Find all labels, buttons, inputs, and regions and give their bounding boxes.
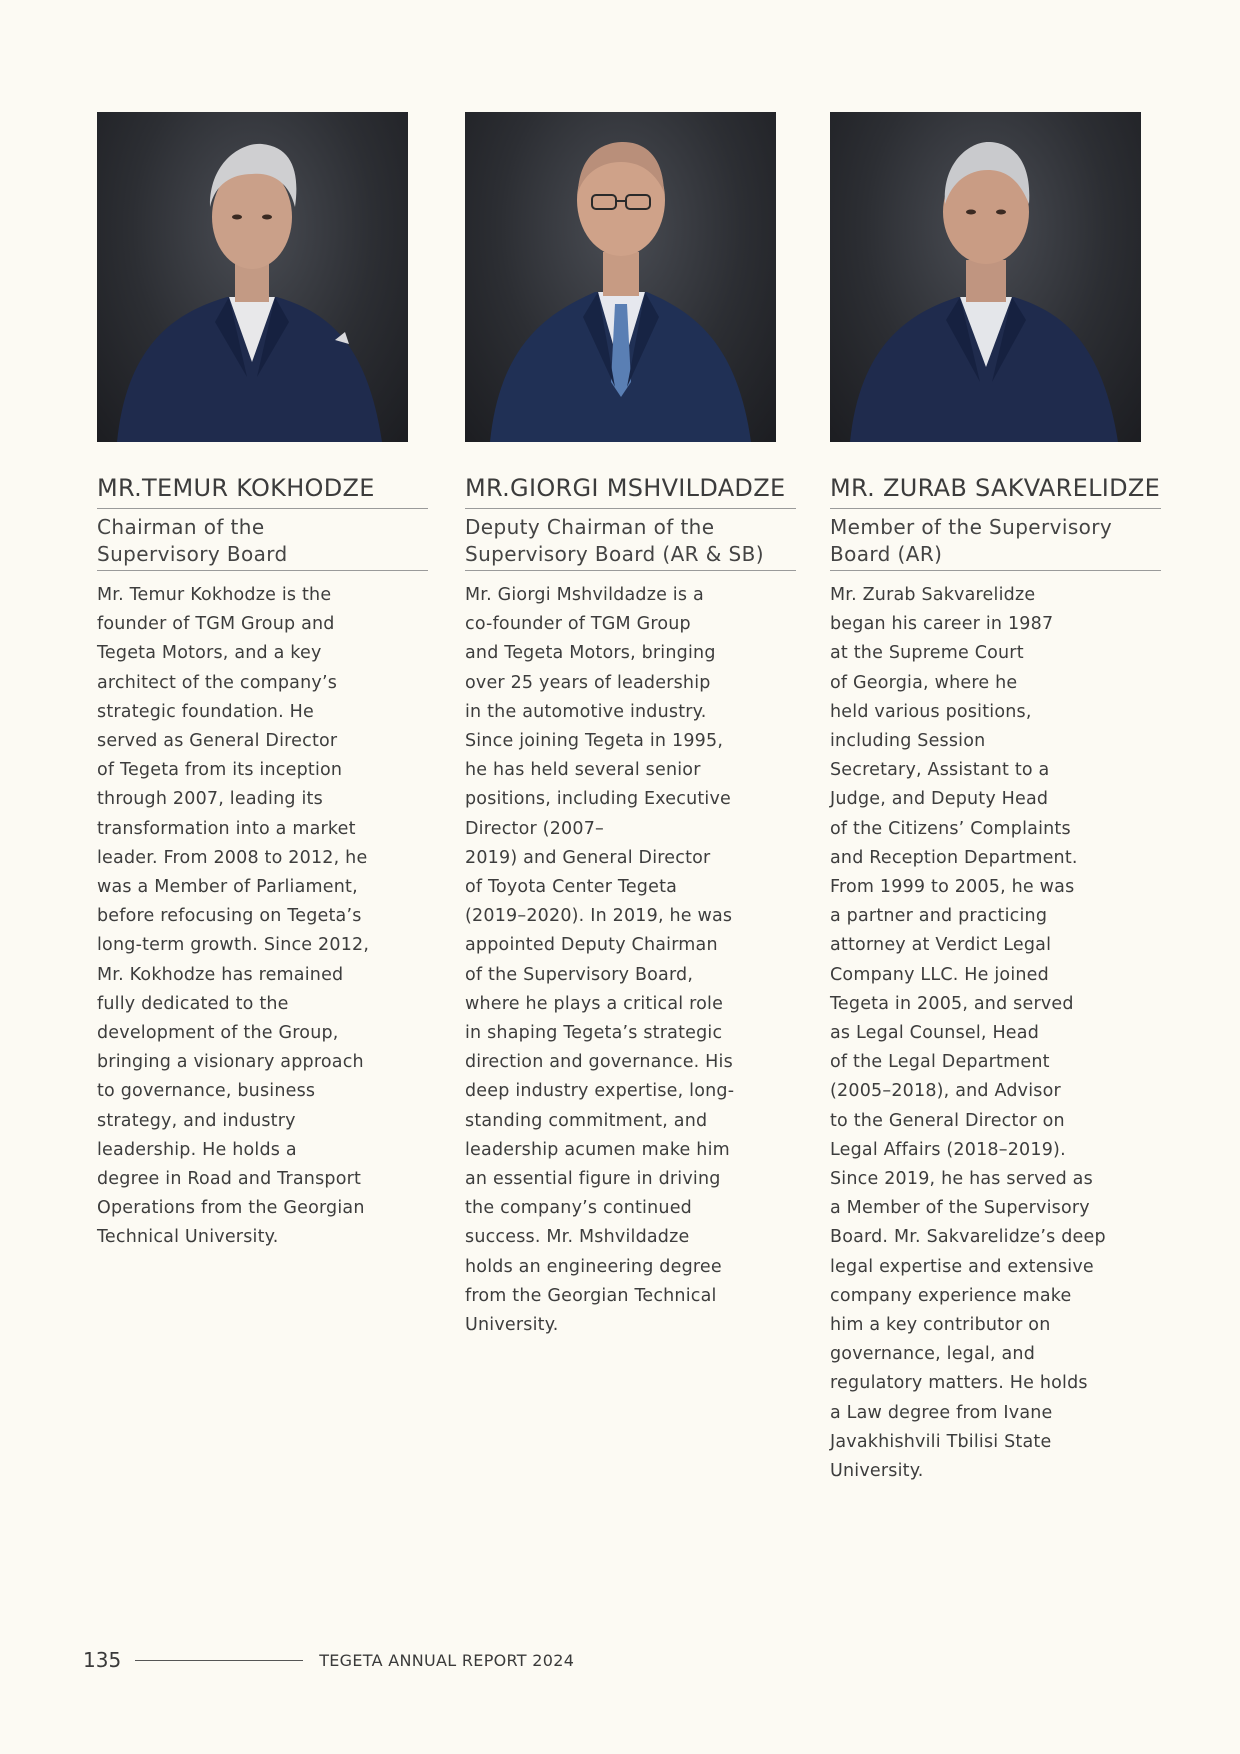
report-title: TEGETA ANNUAL REPORT 2024 xyxy=(319,1650,575,1670)
bio-line: Secretary, Assistant to a xyxy=(830,760,1050,781)
bio-line: long-term growth. Since 2012, xyxy=(97,935,370,956)
bio-line: success. Mr. Mshvildadze xyxy=(465,1227,690,1248)
member-role xyxy=(830,514,1161,571)
bio-line: Mr. Temur Kokhodze is the xyxy=(97,585,332,605)
bio-line: Legal Affairs (2018–2019). xyxy=(830,1139,1066,1160)
member-role xyxy=(97,514,428,571)
bio-line: Judge, and Deputy Head xyxy=(830,789,1049,810)
bio-line: standing commitment, and xyxy=(465,1110,708,1131)
bio-line: leadership. He holds a xyxy=(97,1139,297,1160)
bio-line: him a key contributor on xyxy=(830,1315,1051,1336)
bio-line: Tegeta in 2005, and served xyxy=(830,993,1074,1014)
bio-line: University. xyxy=(465,1315,559,1336)
bio-line: governance, legal, and xyxy=(830,1344,1036,1365)
portrait-photo xyxy=(97,112,408,442)
bio-line: to governance, business xyxy=(97,1081,316,1102)
bio-line: co-founder of TGM Group xyxy=(465,614,691,635)
portrait-photo xyxy=(830,112,1141,442)
role-line: Board (AR) xyxy=(830,542,943,566)
bio-line: of Georgia, where he xyxy=(830,672,1018,693)
bio-line: degree in Road and Transport xyxy=(97,1169,362,1190)
bio-line: transformation into a market xyxy=(97,818,356,839)
bio-line: company experience make xyxy=(830,1285,1072,1306)
bio-line: and Reception Department. xyxy=(830,847,1078,868)
bio-line: where he plays a critical role xyxy=(465,993,724,1014)
bio-line: 2019) and General Director xyxy=(465,847,711,868)
bio-line: holds an engineering degree xyxy=(465,1256,722,1277)
role-line: Member of the Supervisory xyxy=(830,515,1113,539)
bio-line: (2019–2020). In 2019, he was xyxy=(465,906,733,927)
page-footer xyxy=(83,1645,574,1675)
role-line: Deputy Chairman of the xyxy=(465,515,715,539)
bio-line: direction and governance. His xyxy=(465,1052,733,1073)
bio-line: development of the Group, xyxy=(97,1023,339,1044)
bio-line: Since joining Tegeta in 1995, xyxy=(465,731,724,752)
bio-line: positions, including Executive xyxy=(465,789,732,810)
bio-line: at the Supreme Court xyxy=(830,643,1024,664)
bio-line: a Member of the Supervisory xyxy=(830,1198,1090,1219)
bio-line: fully dedicated to the xyxy=(97,993,289,1014)
bio-line: as Legal Counsel, Head xyxy=(830,1023,1040,1044)
bio-line: deep industry expertise, long- xyxy=(465,1081,735,1102)
role-line: Supervisory Board xyxy=(97,542,288,566)
member-name: MR.TEMUR KOKHODZE xyxy=(97,474,428,509)
portrait-photo xyxy=(465,112,776,442)
bio-line: to the General Director on xyxy=(830,1110,1065,1131)
bio-line: served as General Director xyxy=(97,731,338,752)
bio-line: of Tegeta from its inception xyxy=(97,760,343,781)
bio-line: of Toyota Center Tegeta xyxy=(465,877,678,898)
portrait-kokhodze-image xyxy=(97,112,408,442)
bio-line: Company LLC. He joined xyxy=(830,964,1049,985)
board-member-mshvildadze xyxy=(465,112,796,1340)
bio-line: Javakhishvili Tbilisi State xyxy=(830,1431,1052,1452)
bio-line: Director (2007– xyxy=(465,818,604,839)
footer-divider xyxy=(135,1660,303,1661)
role-line: Chairman of the xyxy=(97,515,265,539)
bio-line: leader. From 2008 to 2012, he xyxy=(97,847,368,868)
bio-line: he has held several senior xyxy=(465,760,701,781)
bio-line: Mr. Kokhodze has remained xyxy=(97,964,344,985)
member-bio xyxy=(465,581,796,1340)
bio-line: From 1999 to 2005, he was xyxy=(830,877,1075,898)
bio-line: legal expertise and extensive xyxy=(830,1256,1094,1277)
bio-line: of the Supervisory Board, xyxy=(465,964,694,985)
bio-line: before refocusing on Tegeta’s xyxy=(97,906,362,927)
bio-line: founder of TGM Group and xyxy=(97,614,335,635)
bio-line: of the Legal Department xyxy=(830,1052,1050,1073)
role-line: Supervisory Board (AR & SB) xyxy=(465,542,764,566)
member-name: MR. ZURAB SAKVARELIDZE xyxy=(830,474,1161,509)
bio-line: leadership acumen make him xyxy=(465,1139,730,1160)
bio-line: (2005–2018), and Advisor xyxy=(830,1081,1061,1102)
member-bio xyxy=(830,581,1161,1486)
bio-line: and Tegeta Motors, bringing xyxy=(465,643,716,664)
bio-line: Since 2019, he has served as xyxy=(830,1169,1093,1190)
bio-line: appointed Deputy Chairman xyxy=(465,935,718,956)
bio-line: was a Member of Parliament, xyxy=(97,877,358,898)
bio-line: in shaping Tegeta’s strategic xyxy=(465,1023,723,1044)
bio-line: through 2007, leading its xyxy=(97,789,323,810)
bio-line: Mr. Zurab Sakvarelidze xyxy=(830,585,1036,605)
member-bio xyxy=(97,581,428,1253)
bio-line: a Law degree from Ivane xyxy=(830,1402,1053,1423)
bio-line: attorney at Verdict Legal xyxy=(830,935,1052,956)
bio-line: an essential figure in driving xyxy=(465,1169,721,1190)
bio-line: in the automotive industry. xyxy=(465,701,707,722)
member-name: MR.GIORGI MSHVILDADZE xyxy=(465,474,796,509)
bio-line: University. xyxy=(830,1461,924,1482)
bio-line: Board. Mr. Sakvarelidze’s deep xyxy=(830,1227,1106,1248)
board-member-kokhodze xyxy=(97,112,428,1253)
board-member-sakvarelidze xyxy=(830,112,1161,1486)
bio-line: Operations from the Georgian xyxy=(97,1198,365,1219)
portrait-mshvildadze-image xyxy=(465,112,776,442)
bio-line: from the Georgian Technical xyxy=(465,1285,717,1306)
member-role xyxy=(465,514,796,571)
bio-line: Technical University. xyxy=(97,1227,279,1248)
bio-line: over 25 years of leadership xyxy=(465,672,711,693)
portrait-sakvarelidze-image xyxy=(830,112,1141,442)
bio-line: Mr. Giorgi Mshvildadze is a xyxy=(465,585,704,605)
bio-line: architect of the company’s xyxy=(97,672,338,693)
bio-line: regulatory matters. He holds xyxy=(830,1373,1088,1394)
bio-line: of the Citizens’ Complaints xyxy=(830,818,1071,839)
bio-line: bringing a visionary approach xyxy=(97,1052,364,1073)
bio-line: the company’s continued xyxy=(465,1198,692,1219)
bio-line: including Session xyxy=(830,731,986,752)
page-number: 135 xyxy=(83,1648,122,1672)
bio-line: a partner and practicing xyxy=(830,906,1048,927)
bio-line: began his career in 1987 xyxy=(830,614,1054,635)
bio-line: Tegeta Motors, and a key xyxy=(97,643,322,664)
bio-line: held various positions, xyxy=(830,701,1032,722)
bio-line: strategy, and industry xyxy=(97,1110,296,1131)
bio-line: strategic foundation. He xyxy=(97,701,314,722)
